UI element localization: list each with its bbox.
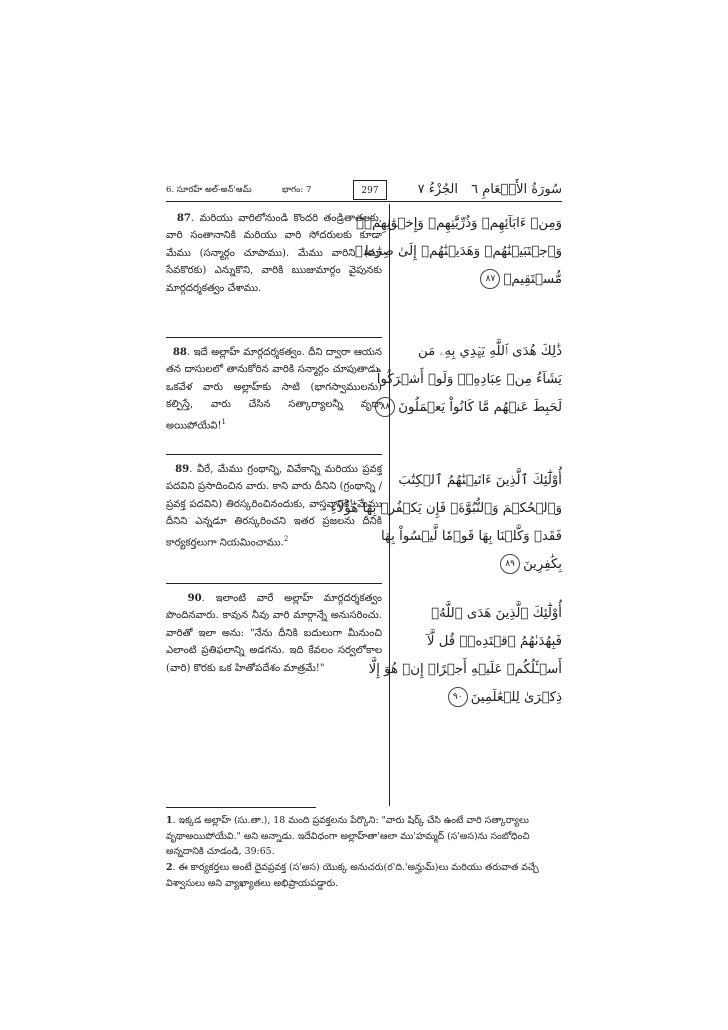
verse-number: 89 <box>175 464 190 475</box>
arabic-line: وَٱلۡحُكۡمَ وَٱلنُّبُوَّةَۚ فَإِن يَكۡفُرۡ بِهَا هَٰٓؤُلَآءِ <box>330 501 562 516</box>
ayah-marker: ٩٠ <box>448 687 468 707</box>
translation-block-88 <box>166 344 382 434</box>
footnote-ref: 1 <box>221 417 227 426</box>
juz-label-arabic: الجُزْءُ ٧ <box>417 182 458 197</box>
arabic-text: ذِكۡرَىٰ لِلۡعَٰلَمِينَ <box>470 690 562 705</box>
footnote-text: . ఇక్కడ అల్లాహ్ (సు.తా.), 18 మంది ప్రవక్తలను పేర్కొని: "వారు షిర్క్ చేసి ఉంటే వారి సత్కార్యాలు వృథాఅయిపోయేవి." అని అన్నాడు. ఇదేవిధంగా అల్లాహ్‌తా'ఆలా ము'హమ్మద్ (స'అస)ను సంబోధించి అన్నదానికి చూడండి, 39:65. <box>166 815 530 858</box>
footnote-rule <box>166 807 316 808</box>
arabic-line: أُوْلَٰٓئِكَ ٱلَّذِينَ هَدَى ٱللَّهُۖ <box>431 606 562 621</box>
arabic-line: وَمِنۡ ءَابَآئِهِمۡ وَذُرِّيَّٰتِهِمۡ وَإِخۡوَٰنِهِمۡۖ <box>356 216 562 231</box>
ayah-marker: ٨٧ <box>480 269 500 289</box>
footnote-2 <box>166 860 562 891</box>
translation-text <box>166 590 382 677</box>
arabic-line: فَقَدۡ وَكَّلۡنَا بِهَا قَوۡمٗا لَّيۡسُواْ بِهَا <box>381 529 562 544</box>
footnote-number: 1 <box>166 815 173 826</box>
arabic-text: بِكَٰفِرِينَ <box>523 557 562 572</box>
arabic-line <box>398 551 562 579</box>
block-separator <box>166 337 382 338</box>
surah-name-arabic: سُورَةُ الأَنۡعَامِ ٦ <box>471 182 562 197</box>
verse-translation: . వీరే, మేము గ్రంథాన్ని, వివేకాన్ని మరియు ప్రవక్త పదవిని ప్రసాదించిన వారు. కాని వారు దీనిని (గ్రంథాన్ని / ప్రవక్త పదవిని) తిరస్కరించినందుకు, వాస్తవానికి! మేము దీనిని ఎన్నడూ తిరస్కరించని ఇతర ప్రజలను దీనికి కార్యకర్తలుగా నియమించాము. <box>166 464 383 548</box>
translation-block-90 <box>166 590 382 677</box>
footnote-ref: 2 <box>283 534 289 543</box>
page-number: 297 <box>353 180 387 200</box>
translation-text <box>166 210 382 297</box>
arabic-line: وَٱجۡتَبَيۡنَٰهُمۡ وَهَدَيۡنَٰهُمۡ إِلَىٰ صِرَٰطٖ <box>354 244 562 259</box>
arabic-line: أَسۡـَٔلُكُمۡ عَلَيۡهِ أَجۡرًاۖ إِنۡ هُوَ إِلَّا <box>368 662 562 677</box>
arabic-text: مُّسۡتَقِيمٖ <box>503 272 562 287</box>
surah-name-telugu: 6. సూరహ్ అల్-అన్'ఆమ్ <box>166 185 252 195</box>
ayah-marker: ٨٨ <box>375 397 395 417</box>
arabic-line: يَشَآءُ مِنۡ عِبَادِهِۦۚ وَلَوۡ أَشۡرَكُواْ <box>376 372 562 387</box>
translation-block-87 <box>166 210 382 297</box>
arabic-block-89 <box>330 467 562 579</box>
arabic-block-88 <box>376 338 562 422</box>
verse-translation: . ఇదే అల్లాహ్ మార్గదర్శకత్వం. దీని ద్వారా ఆయన తన దాసులలో తానుకోరిన వారికి సన్మార్గం చూపుతాడు. ఒకవేళ వారు అల్లాహ్‌కు సాటి (భాగస్వాములను) కల్పిస్తే, వారు చేసిన సత్కార్యాలన్నీ వృథా అయిపోయేవి! <box>166 347 382 431</box>
part-label-telugu: భాగం: 7 <box>282 185 312 195</box>
verse-number: 88 <box>172 347 187 358</box>
verse-translation: . మరియు వారిలోనుండి కొందరి తండ్రితాతలకు, వారి సంతానానికి మరియు వారి సోదరులకు కూడా మేము (సన్మార్గం చూపాము). మేము వారిని (మా సేవకొరకు) ఎన్నుకొని, వారికి ఋజుమార్గం వైపునకు మార్గదర్శకత్వం చేశాము. <box>166 213 382 294</box>
arabic-line <box>380 394 562 422</box>
arabic-block-87 <box>354 210 562 294</box>
footnote-1 <box>166 813 562 860</box>
footnote-number: 2 <box>166 862 173 874</box>
arabic-block-90 <box>368 600 562 712</box>
translation-text <box>166 344 382 434</box>
ayah-marker: ٨٩ <box>500 554 520 574</box>
footnote-text: . ఈ కార్యకర్తలు అంటే దైవప్రవక్త (స'అస) యొక్క అనుచరు(ర'ది.'అన్హుమ్)లు మరియు తరువాత వచ్చే విశ్వాసులు అని వ్యాఖ్యాతలు అభిప్రాయపడ్డారు. <box>166 862 539 889</box>
footnotes <box>166 813 562 892</box>
verse-number: 87 <box>176 213 191 224</box>
verse-translation: . ఇలాంటి వారే అల్లాహ్ మార్గదర్శకత్వం పొందినవారు. కావున నీవు వారి మార్గాన్నే అనుసరించు. వారితో ఇలా అను: "నేను దీనికి బదులుగా మీనుంచి ఎలాంటి ప్రతిఫలాన్ని అడగను. ఇది కేవలం సర్వలోకాల (వారి) కొరకు ఒక హితోపదేశం మాత్రమే!" <box>166 593 382 674</box>
block-separator <box>166 583 382 584</box>
arabic-line <box>398 684 562 712</box>
page-header <box>166 180 562 200</box>
arabic-line <box>398 266 562 294</box>
header-rule <box>166 201 562 202</box>
block-separator <box>166 454 382 455</box>
verse-number: 90 <box>187 593 202 604</box>
arabic-text: لَحَبِطَ عَنۡهُم مَّا كَانُواْ يَعۡمَلُونَ <box>398 400 562 415</box>
arabic-line: فَبِهُدَىٰهُمُ ٱقۡتَدِهۡۗ قُل لَّآ <box>426 634 562 649</box>
arabic-line: أُوْلَٰٓئِكَ ٱلَّذِينَ ءَاتَيۡنَٰهُمُ ٱلۡكِتَٰبَ <box>398 473 562 488</box>
arabic-line: ذَٰلِكَ هُدَى ٱللَّهِ يَهۡدِي بِهِۦ مَن <box>417 344 562 359</box>
